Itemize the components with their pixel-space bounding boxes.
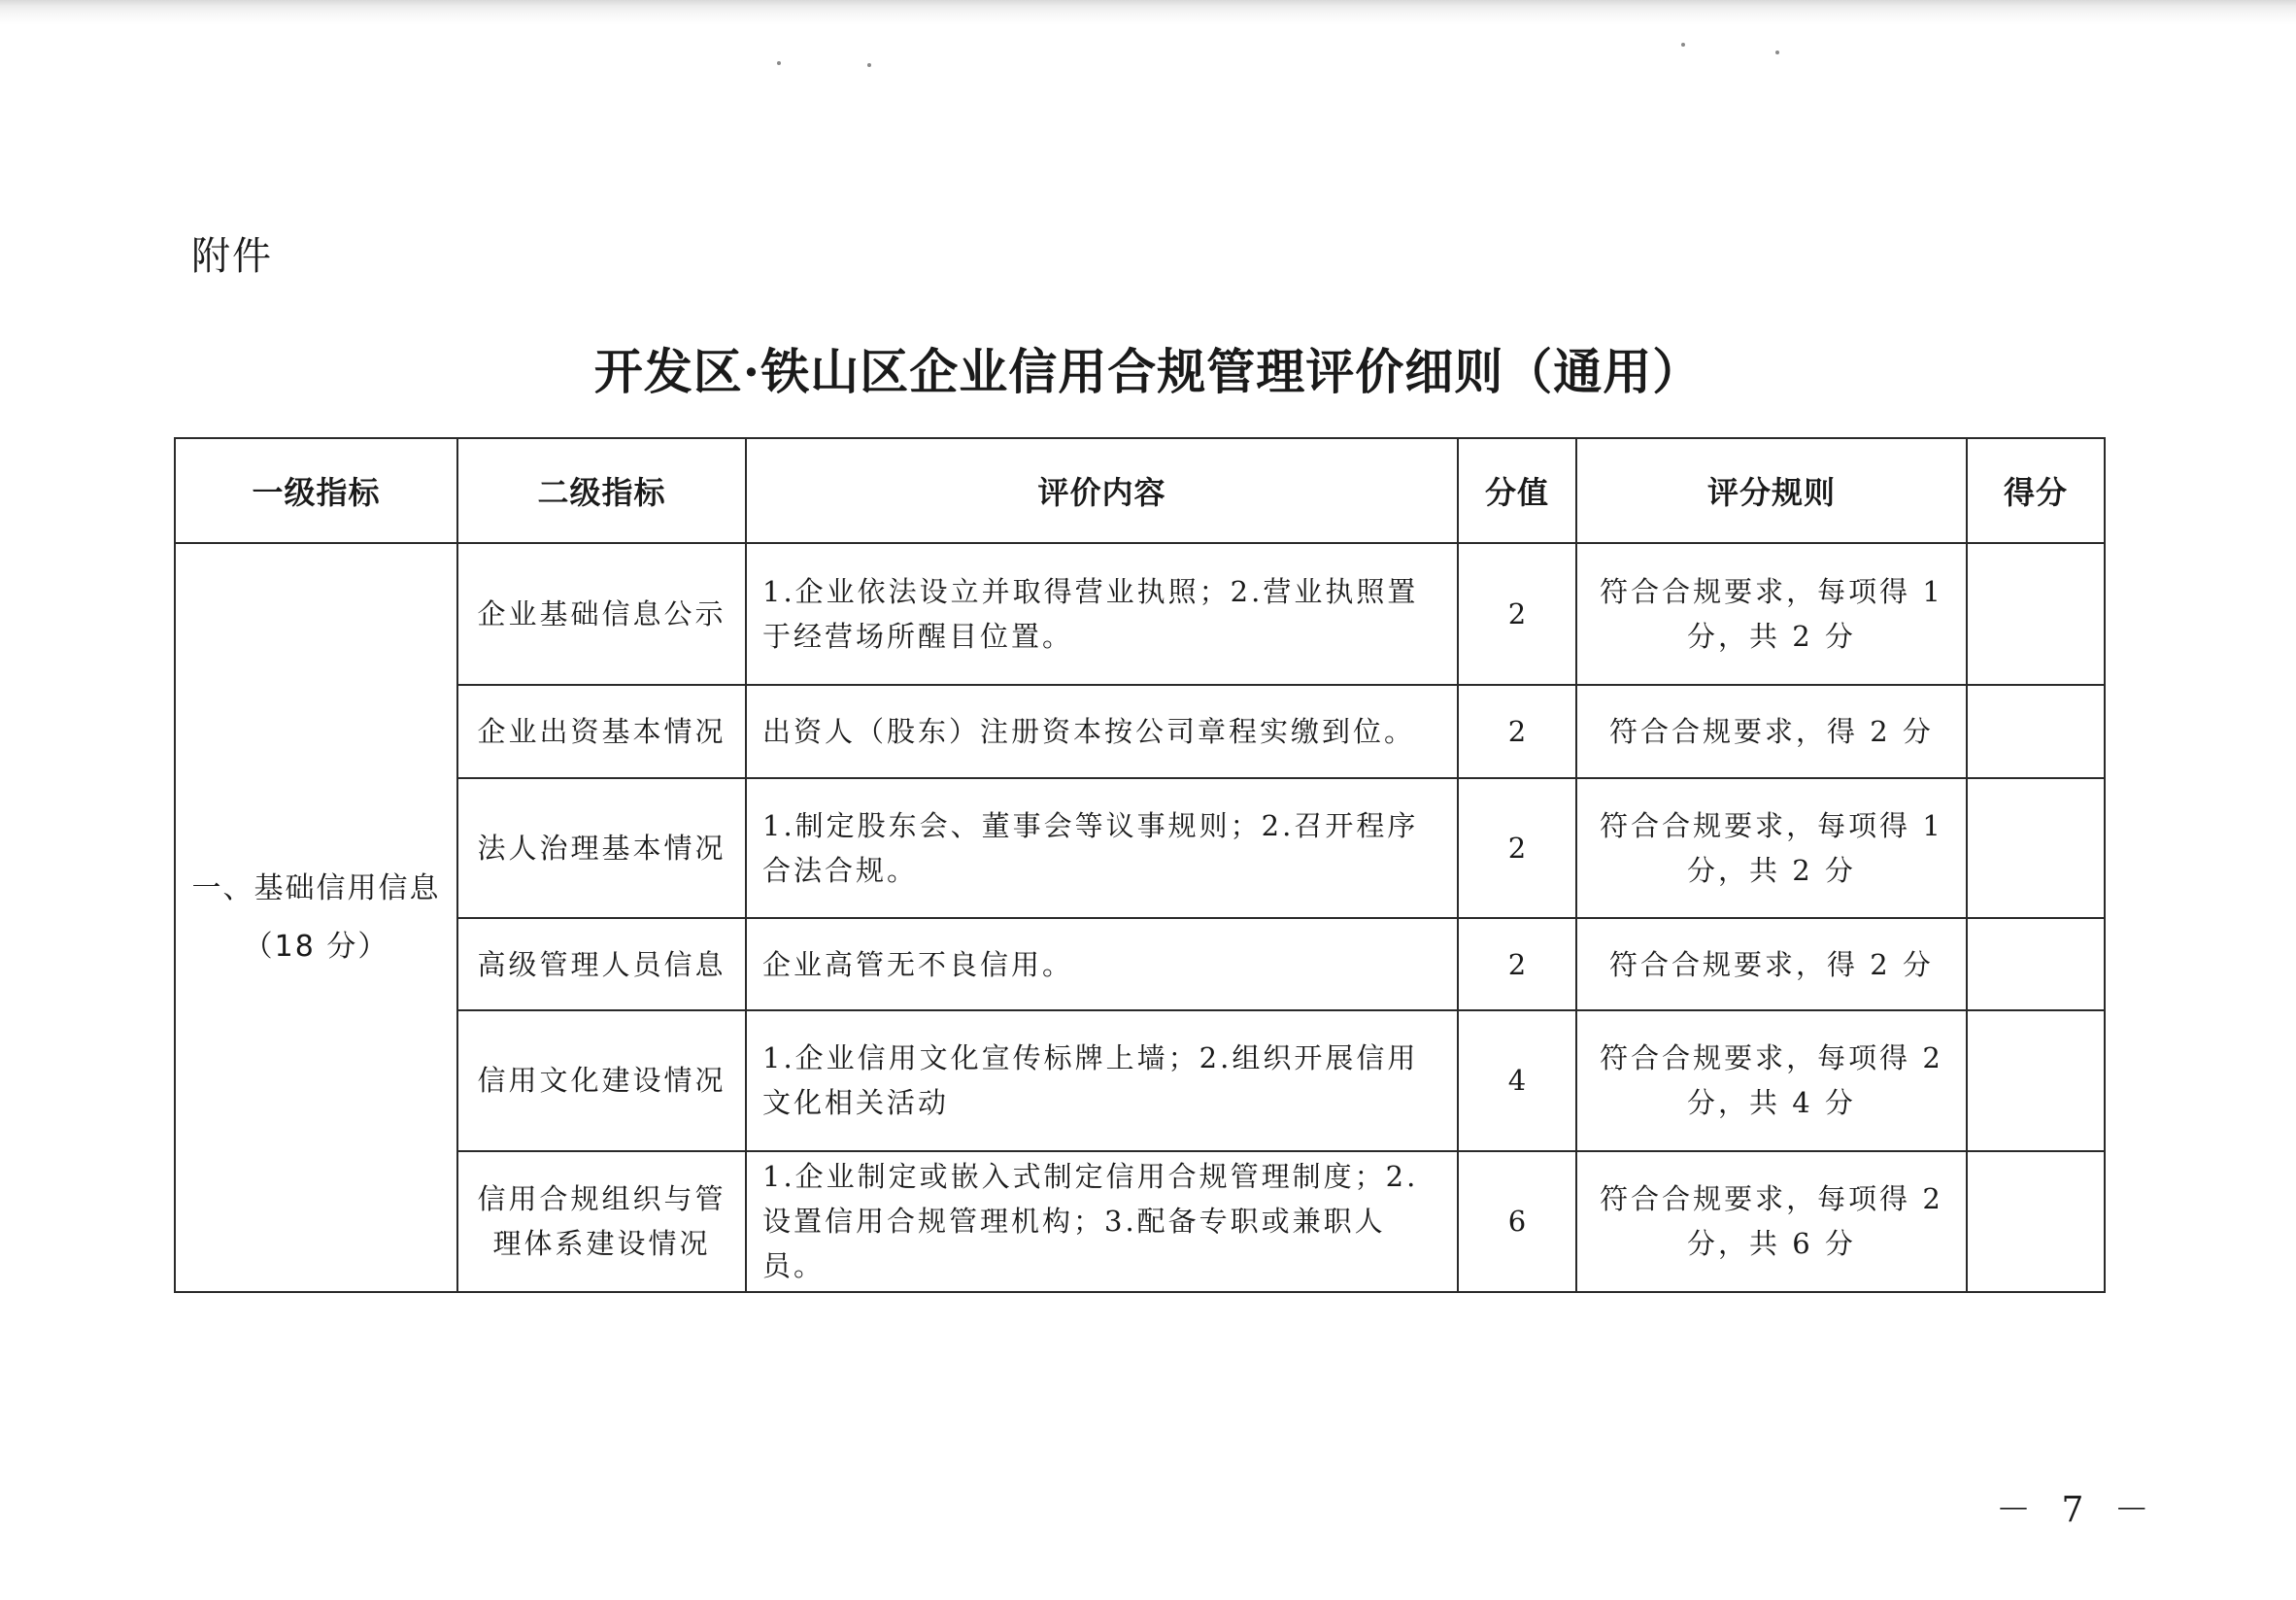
table-row <box>175 685 2105 777</box>
scan-speck <box>1681 43 1685 47</box>
level1-indicator-cell <box>175 543 457 1292</box>
document-title: 开发区·铁山区企业信用合规管理评价细则（通用） <box>593 343 1703 400</box>
evaluation-table <box>174 437 2106 1293</box>
rule-cell: 符合合规要求，每项得 1 分，共 2 分 <box>1576 778 1967 918</box>
level2-cell: 企业基础信息公示 <box>457 543 746 685</box>
table-row <box>175 778 2105 918</box>
obtained-score-cell[interactable] <box>1967 918 2105 1010</box>
level1-indicator-points: （18 分） <box>243 929 389 964</box>
header-content: 评价内容 <box>746 438 1458 543</box>
level2-cell: 法人治理基本情况 <box>457 778 746 918</box>
obtained-score-cell[interactable] <box>1967 685 2105 777</box>
content-cell: 1.企业制定或嵌入式制定信用合规管理制度；2.设置信用合规管理机构；3.配备专职或兼职人员。 <box>746 1151 1458 1292</box>
scan-speck <box>867 63 871 67</box>
score-cell: 2 <box>1458 685 1576 777</box>
table-row <box>175 1151 2105 1292</box>
scan-top-edge <box>0 0 2296 25</box>
rule-cell: 符合合规要求，得 2 分 <box>1576 685 1967 777</box>
score-cell: 2 <box>1458 778 1576 918</box>
rule-cell: 符合合规要求，得 2 分 <box>1576 918 1967 1010</box>
table-header-row <box>175 438 2105 543</box>
attachment-label: 附件 <box>191 234 273 279</box>
obtained-score-cell[interactable] <box>1967 1151 2105 1292</box>
table-row <box>175 543 2105 685</box>
level1-indicator-name: 一、基础信用信息 <box>191 870 441 905</box>
table-row <box>175 1010 2105 1150</box>
score-cell: 6 <box>1458 1151 1576 1292</box>
header-level1: 一级指标 <box>175 438 457 543</box>
obtained-score-cell[interactable] <box>1967 543 2105 685</box>
rule-cell: 符合合规要求，每项得 2 分，共 6 分 <box>1576 1151 1967 1292</box>
content-cell: 1.制定股东会、董事会等议事规则；2.召开程序合法合规。 <box>746 778 1458 918</box>
header-obtained: 得分 <box>1967 438 2105 543</box>
score-cell: 2 <box>1458 918 1576 1010</box>
header-level2: 二级指标 <box>457 438 746 543</box>
header-rules: 评分规则 <box>1576 438 1967 543</box>
score-cell: 2 <box>1458 543 1576 685</box>
content-cell: 1.企业信用文化宣传标牌上墙；2.组织开展信用文化相关活动 <box>746 1010 1458 1150</box>
scan-speck <box>777 61 781 65</box>
rule-cell: 符合合规要求，每项得 1 分，共 2 分 <box>1576 543 1967 685</box>
level2-cell: 信用合规组织与管理体系建设情况 <box>457 1151 746 1292</box>
obtained-score-cell[interactable] <box>1967 778 2105 918</box>
level2-cell: 信用文化建设情况 <box>457 1010 746 1150</box>
content-cell: 1.企业依法设立并取得营业执照；2.营业执照置于经营场所醒目位置。 <box>746 543 1458 685</box>
scan-speck <box>1775 51 1779 54</box>
level2-cell: 高级管理人员信息 <box>457 918 746 1010</box>
level2-cell: 企业出资基本情况 <box>457 685 746 777</box>
rule-cell: 符合合规要求，每项得 2 分，共 4 分 <box>1576 1010 1967 1150</box>
page-number: － 7 － <box>1996 1490 2159 1530</box>
obtained-score-cell[interactable] <box>1967 1010 2105 1150</box>
score-cell: 4 <box>1458 1010 1576 1150</box>
table-row <box>175 918 2105 1010</box>
content-cell: 企业高管无不良信用。 <box>746 918 1458 1010</box>
header-score: 分值 <box>1458 438 1576 543</box>
content-cell: 出资人（股东）注册资本按公司章程实缴到位。 <box>746 685 1458 777</box>
